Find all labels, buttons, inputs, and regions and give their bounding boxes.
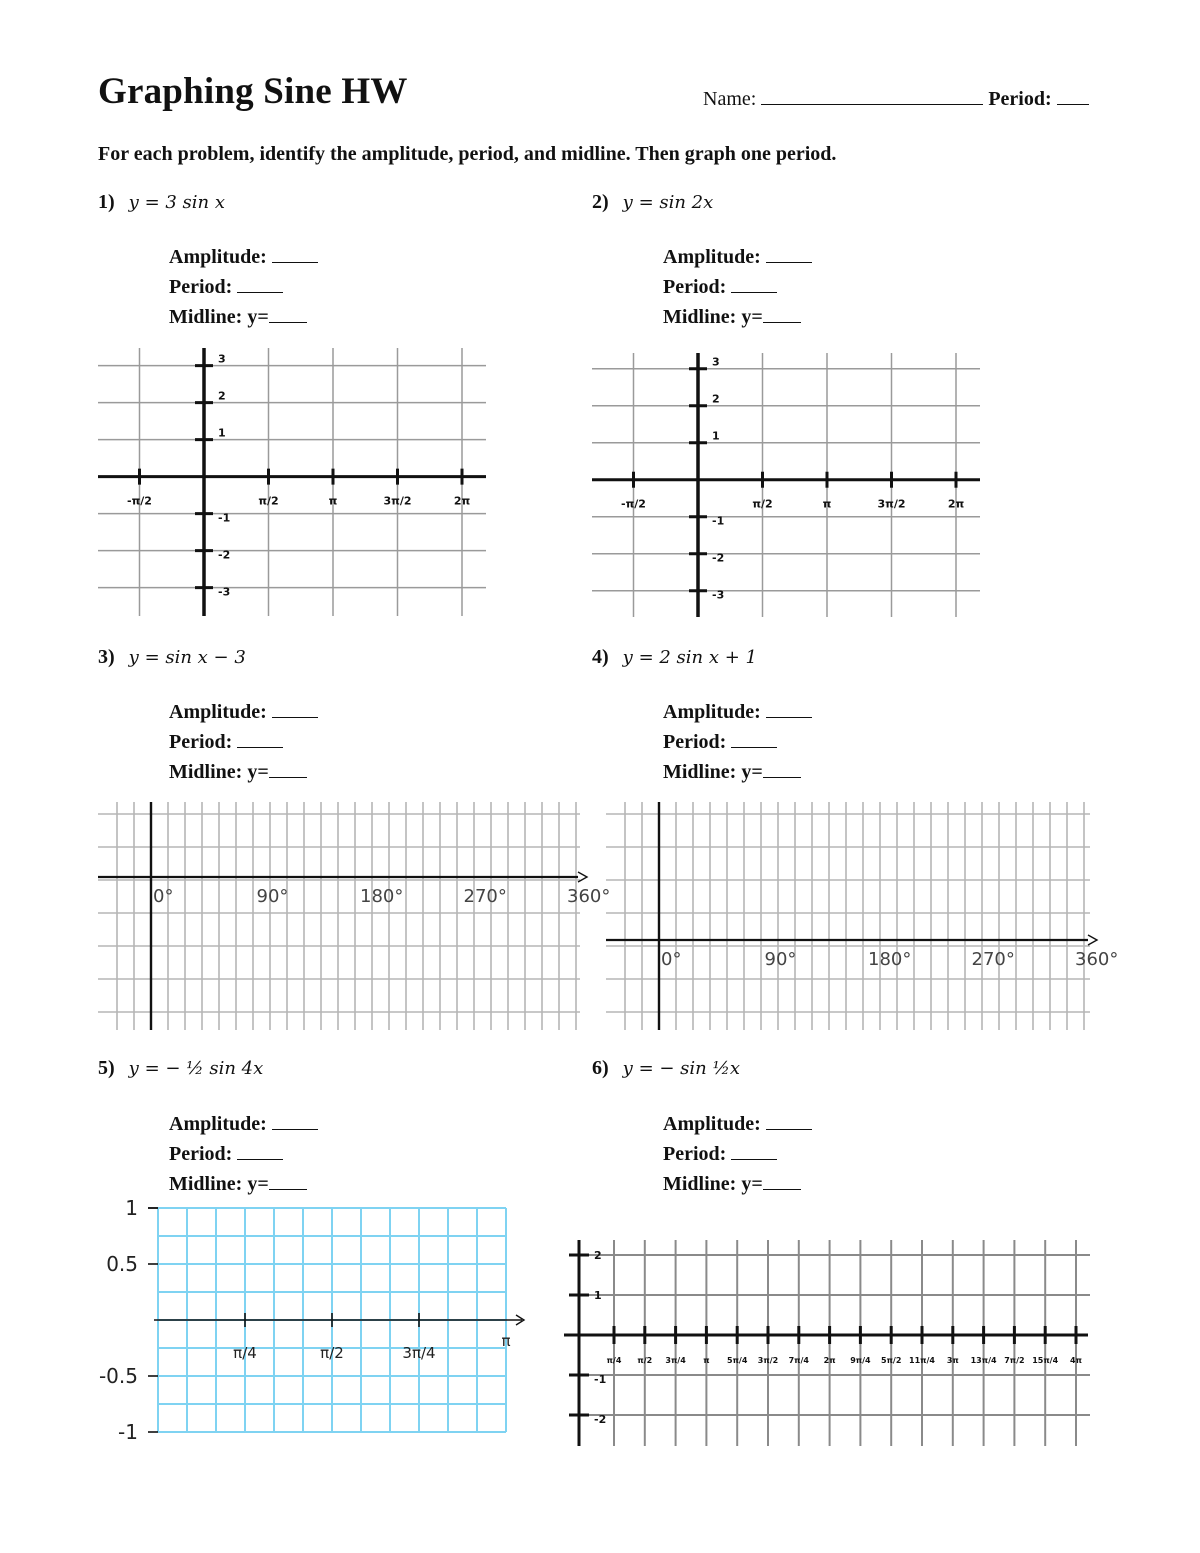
amplitude-label: Amplitude:: [663, 246, 761, 268]
y-tick-label: 1: [712, 429, 720, 443]
period-label: Period:: [169, 731, 233, 753]
period-label: Period:: [663, 1143, 727, 1165]
y-tick-label: 3: [712, 355, 720, 369]
problem-equation: y = sin x − 3: [128, 647, 246, 668]
x-tick-label: 7π/4: [788, 1356, 809, 1365]
x-axis-arrow: [1088, 935, 1097, 945]
problem-6-header: [592, 1057, 740, 1080]
page-title: Graphing Sine HW: [98, 71, 408, 112]
problem-5-fields: [169, 1109, 318, 1199]
period-blank[interactable]: [731, 1143, 777, 1160]
midline-label: Midline: y=: [169, 1173, 269, 1195]
x-tick-label: π/4: [233, 1344, 257, 1362]
amplitude-blank[interactable]: [766, 1113, 812, 1130]
x-axis-arrow: [578, 872, 587, 882]
y-tick-label: 2: [712, 392, 720, 406]
graph-5: [100, 1194, 530, 1444]
x-tick-label: 3π: [946, 1356, 959, 1365]
x-tick-label: 2π: [823, 1356, 836, 1365]
amplitude-label: Amplitude:: [169, 701, 267, 723]
x-tick-label: 0°: [153, 886, 174, 907]
problem-number: 2): [592, 191, 609, 213]
amplitude-label: Amplitude:: [169, 1113, 267, 1135]
amplitude-label: Amplitude:: [663, 701, 761, 723]
midline-blank[interactable]: [269, 1173, 307, 1190]
problem-4-header: [592, 646, 757, 669]
y-tick-label: 2: [218, 389, 226, 403]
problem-6-fields: [663, 1109, 812, 1199]
problem-1-fields: [169, 242, 318, 332]
midline-label: Midline: y=: [663, 306, 763, 328]
problem-number: 1): [98, 191, 115, 213]
problem-equation: y = sin 2x: [622, 192, 714, 213]
x-tick-label: 15π/4: [1032, 1356, 1059, 1365]
y-tick-label: -1: [712, 514, 725, 528]
amplitude-blank[interactable]: [766, 246, 812, 263]
period-label: Period:: [663, 731, 727, 753]
amplitude-blank[interactable]: [272, 246, 318, 263]
y-tick-label: 1: [594, 1289, 602, 1302]
x-tick-label: 90°: [764, 949, 797, 970]
y-tick-label: -3: [712, 588, 725, 602]
x-tick-label: 7π/2: [1004, 1356, 1025, 1365]
problem-5-header: [98, 1057, 263, 1080]
x-tick-label: π: [501, 1332, 511, 1350]
x-tick-label: π/4: [606, 1356, 622, 1365]
x-tick-label: 180°: [360, 886, 404, 907]
y-tick-label: -2: [218, 548, 231, 562]
x-tick-label: -π/2: [127, 494, 152, 508]
amplitude-label: Amplitude:: [169, 246, 267, 268]
period-blank[interactable]: [1057, 86, 1089, 105]
midline-label: Midline: y=: [663, 761, 763, 783]
amplitude-blank[interactable]: [766, 701, 812, 718]
x-tick-label: π/2: [637, 1356, 653, 1365]
x-tick-label: 90°: [256, 886, 289, 907]
period-blank[interactable]: [731, 276, 777, 293]
x-tick-label: 4π: [1070, 1356, 1082, 1365]
midline-blank[interactable]: [763, 1173, 801, 1190]
x-tick-label: 5π/2: [881, 1356, 902, 1365]
x-tick-label: π: [328, 494, 338, 508]
x-tick-label: π/2: [320, 1344, 344, 1362]
problem-equation: y = 2 sin x + 1: [622, 647, 757, 668]
x-tick-label: 3π/4: [665, 1356, 686, 1365]
x-tick-label: 13π/4: [970, 1356, 997, 1365]
x-tick-label: -π/2: [621, 497, 646, 511]
x-tick-label: 5π/4: [727, 1356, 748, 1365]
amplitude-label: Amplitude:: [663, 1113, 761, 1135]
problem-3-fields: [169, 697, 318, 787]
period-blank[interactable]: [237, 1143, 283, 1160]
midline-label: Midline: y=: [169, 306, 269, 328]
period-blank[interactable]: [237, 276, 283, 293]
period-label: Period:: [988, 88, 1052, 110]
midline-label: Midline: y=: [663, 1173, 763, 1195]
problem-4-fields: [663, 697, 812, 787]
x-tick-label: 2π: [947, 497, 965, 511]
problem-number: 3): [98, 646, 115, 668]
x-tick-label: π: [822, 497, 832, 511]
x-tick-label: 3π/4: [402, 1344, 436, 1362]
y-tick-label: -1: [594, 1373, 607, 1386]
problem-number: 6): [592, 1057, 609, 1079]
problem-2-fields: [663, 242, 812, 332]
midline-blank[interactable]: [269, 306, 307, 323]
y-tick-label: -1: [218, 511, 231, 525]
x-tick-label: 3π/2: [383, 494, 412, 508]
x-tick-label: 270°: [971, 949, 1015, 970]
x-tick-label: 0°: [661, 949, 682, 970]
graph-6: [562, 1240, 1094, 1446]
problem-equation: y = − ½ sin 4x: [128, 1058, 264, 1079]
midline-blank[interactable]: [763, 306, 801, 323]
period-blank[interactable]: [237, 731, 283, 748]
x-tick-label: π/2: [258, 494, 279, 508]
problem-number: 5): [98, 1057, 115, 1079]
problem-3-header: [98, 646, 246, 669]
y-tick-label: 3: [218, 352, 226, 366]
y-tick-label: -1: [118, 1420, 138, 1444]
x-tick-label: 11π/4: [909, 1356, 935, 1365]
x-tick-label: 360°: [1075, 949, 1119, 970]
amplitude-blank[interactable]: [272, 701, 318, 718]
name-period-line: [703, 86, 1089, 111]
period-label: Period:: [169, 276, 233, 298]
y-tick-label: -0.5: [98, 1364, 138, 1388]
y-tick-label: 2: [594, 1249, 602, 1262]
period-blank[interactable]: [731, 731, 777, 748]
name-blank[interactable]: [761, 86, 983, 105]
x-tick-label: 180°: [868, 949, 912, 970]
graph-2: [592, 353, 984, 617]
period-label: Period:: [169, 1143, 233, 1165]
problem-2-header: [592, 191, 713, 214]
x-tick-label: π/2: [752, 497, 773, 511]
x-tick-label: 360°: [567, 886, 611, 907]
y-tick-label: 1: [125, 1196, 138, 1220]
y-tick-label: -3: [218, 585, 231, 599]
midline-blank[interactable]: [763, 761, 801, 778]
y-tick-label: 0.5: [106, 1252, 138, 1276]
graph-4: [606, 802, 1119, 1030]
problem-equation: y = − sin ½x: [622, 1058, 741, 1079]
x-tick-label: 2π: [453, 494, 471, 508]
midline-label: Midline: y=: [169, 761, 269, 783]
graph-3: [98, 802, 611, 1030]
x-tick-label: 270°: [463, 886, 507, 907]
problem-equation: y = 3 sin x: [128, 192, 225, 213]
y-tick-label: -2: [712, 551, 725, 565]
x-tick-label: 3π/2: [757, 1356, 779, 1365]
name-label: Name:: [703, 88, 757, 110]
amplitude-blank[interactable]: [272, 1113, 318, 1130]
period-label: Period:: [663, 276, 727, 298]
problem-number: 4): [592, 646, 609, 668]
x-tick-label: 3π/2: [877, 497, 906, 511]
problem-1-header: [98, 191, 225, 214]
y-tick-label: 1: [218, 426, 226, 440]
instructions: For each problem, identify the amplitude, period, and midline. Then graph one period.: [98, 143, 837, 165]
x-tick-label: π: [703, 1356, 710, 1365]
y-tick-label: -2: [594, 1413, 607, 1426]
midline-blank[interactable]: [269, 761, 307, 778]
x-tick-label: 9π/4: [850, 1356, 871, 1365]
graph-1: [98, 348, 490, 616]
